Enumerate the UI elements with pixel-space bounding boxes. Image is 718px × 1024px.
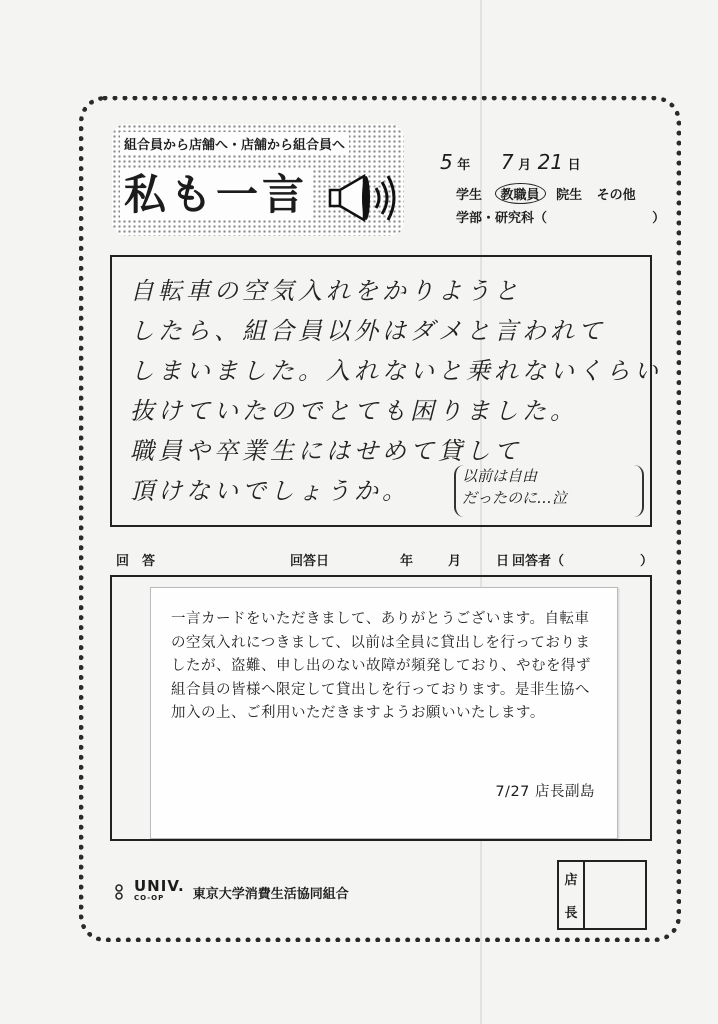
year-label: 年 — [457, 158, 471, 173]
answer-date-label: 回答日 — [290, 554, 330, 569]
logo-sub: CO-OP — [134, 894, 165, 902]
answer-header — [110, 550, 652, 570]
answer-month-label: 月 — [448, 554, 462, 569]
reply-signature: 7/27 店長副島 — [495, 783, 595, 800]
comment-aside — [454, 465, 644, 517]
faculty-close: ） — [652, 211, 666, 226]
status-option-grad[interactable]: 院生 — [556, 188, 583, 203]
faculty-field — [456, 207, 665, 226]
aside-line: 以前は自由 — [462, 467, 538, 485]
stamp-label — [559, 862, 585, 928]
megaphone-icon — [320, 168, 398, 228]
status-option-student[interactable]: 学生 — [456, 188, 483, 203]
comment-line: 抜けていたのでとても困りました。 — [130, 397, 578, 425]
comment-box — [110, 255, 662, 527]
manager-stamp-box — [557, 860, 647, 930]
card-banner — [112, 124, 404, 236]
comment-line: 自転車の空気入れをかりようと — [130, 277, 522, 305]
month-label: 月 — [518, 158, 532, 173]
stamp-char: 長 — [564, 906, 578, 921]
answer-label: 回 答 — [116, 554, 156, 569]
date-line — [440, 150, 581, 174]
status-option-staff-selected[interactable]: 教職員 — [495, 183, 546, 204]
reply-note — [150, 587, 618, 839]
status-options — [456, 183, 636, 204]
answer-day-label: 日 — [496, 554, 510, 569]
organization-name: 東京大学消費生活協同組合 — [192, 886, 349, 902]
month-value: 7 — [500, 150, 514, 174]
comment-line: 頂けないでしょうか。 — [130, 477, 410, 505]
answer-box — [110, 575, 652, 841]
answer-year-label: 年 — [400, 554, 414, 569]
comment-line: しまいました。入れないと乗れないくらい — [130, 357, 662, 385]
footer — [112, 877, 349, 904]
logo-main: UNIV. — [134, 877, 185, 895]
day-label: 日 — [567, 158, 581, 173]
status-option-other[interactable]: その他 — [596, 188, 636, 203]
day-value: 21 — [537, 150, 564, 174]
year-value: 5 — [440, 150, 453, 174]
coop-logo-icon — [112, 884, 126, 900]
reply-text: 一言カードをいただきまして、ありがとうございます。自転車の空気入れにつきまして、以前は全員に貸出しを行っておりましたが、盗難、申し出のない故障が頻発しており、やむを得ず組合員の皆様へ限定して貸出しを行っております。是非生協へ加入の上、ご利用いただきますようお願いいたします。 — [171, 611, 591, 721]
stamp-char: 店 — [564, 873, 578, 888]
banner-subtitle: 組合員から店舗へ・店舗から組合員へ — [120, 132, 349, 155]
aside-line: だったのに…泣 — [462, 489, 568, 507]
banner-title: 私も一言 — [120, 170, 312, 220]
responder-label: 回答者（ — [512, 554, 565, 569]
coop-logo — [134, 877, 185, 904]
responder-close: ） — [640, 554, 654, 569]
comment-line: したら、組合員以外はダメと言われて — [130, 317, 606, 345]
faculty-label: 学部・研究科（ — [456, 211, 548, 226]
comment-line: 職員や卒業生にはせめて貸して — [130, 437, 522, 465]
